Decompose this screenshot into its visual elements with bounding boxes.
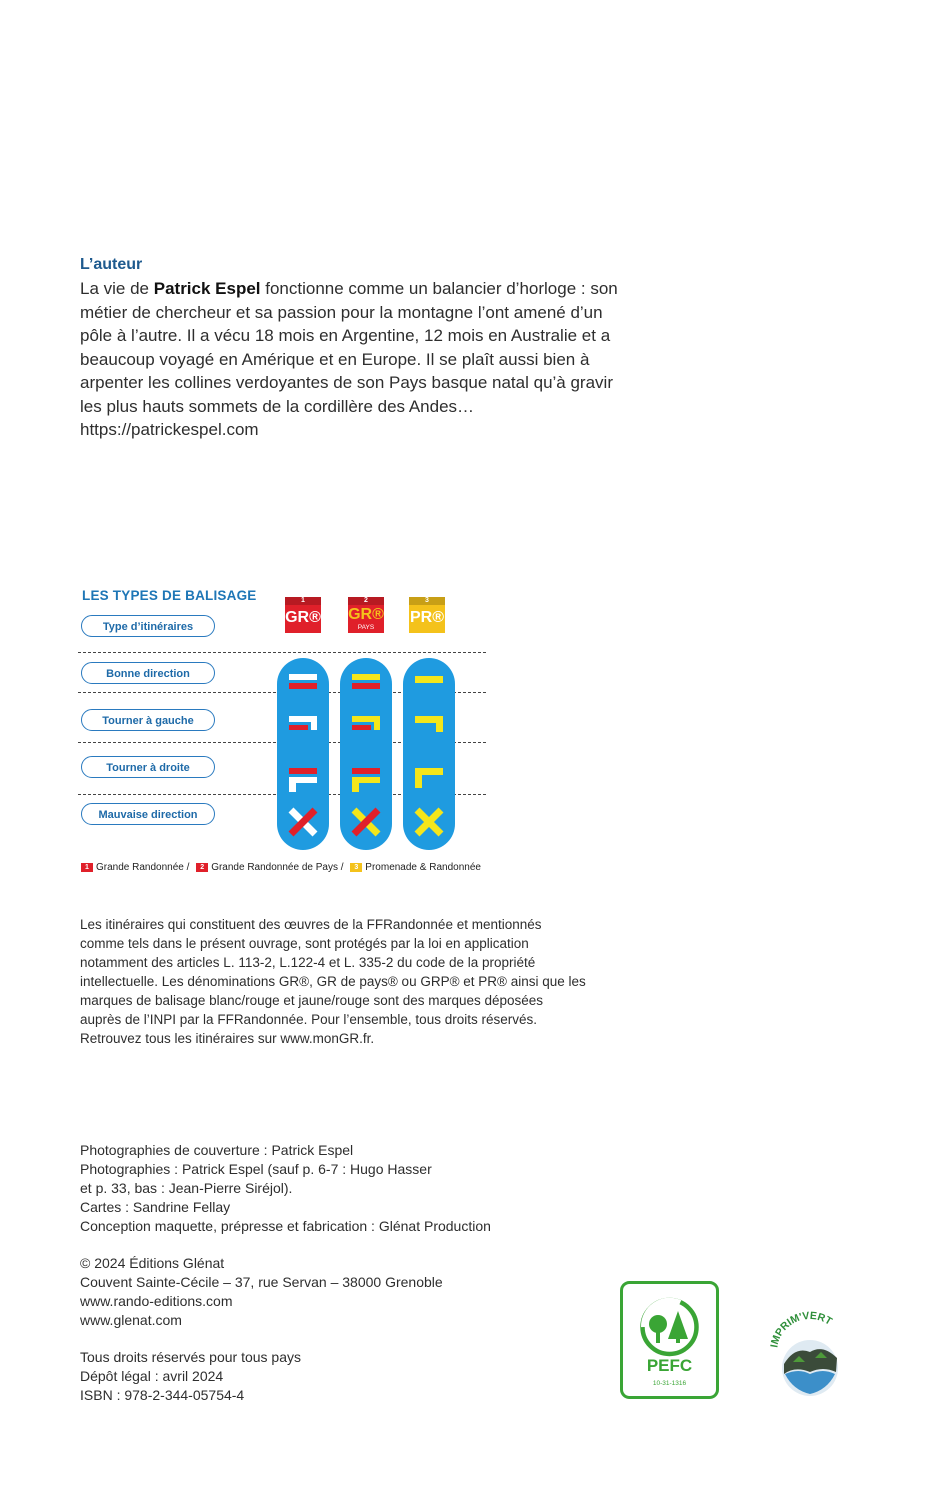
balisage-title: LES TYPES DE BALISAGE — [82, 588, 257, 603]
balisage-diagram — [78, 585, 498, 885]
legal-line: intellectuelle. Les dénominations GR®, GR de pays® ou GRP® et PR® ainsi que les — [80, 974, 586, 989]
gr-marker-column — [277, 658, 329, 850]
badge-number: 1 — [285, 597, 321, 605]
legal-line: auprès de l’INPI par la FFRandonnée. Pour l’ensemble, tous droits réservés. — [80, 1012, 537, 1027]
badge-pr — [409, 597, 445, 633]
mark-left-red — [289, 725, 308, 730]
water — [785, 1371, 835, 1394]
legend-label: Promenade & Randonnée — [365, 862, 481, 873]
credits-line: Photographies : Patrick Espel (sauf p. 6-7 : Hugo Hasser — [80, 1161, 432, 1177]
legend-number: 1 — [81, 863, 93, 872]
imprim-vert-label: IMPRIM'VERT — [768, 1309, 835, 1349]
credits-block — [80, 1141, 491, 1236]
author-bio — [80, 277, 700, 442]
publisher-website-link[interactable]: www.rando-editions.com — [80, 1293, 233, 1309]
badge-gr-pays — [348, 597, 384, 633]
bio-line: métier de chercheur et sa passion pour la montagne l’ont amené d’un — [80, 302, 603, 322]
badge-gr — [285, 597, 321, 633]
divider — [78, 652, 486, 653]
author-heading: L’auteur — [80, 256, 143, 273]
legend-label: Grande Randonnée / — [96, 862, 190, 873]
mark-right-red — [289, 768, 317, 774]
mark-left-red — [352, 725, 371, 730]
credits-line: Photographies de couverture : Patrick Espel — [80, 1142, 354, 1158]
pill-wrong-direction: Mauvaise direction — [81, 803, 215, 825]
credits-line: et p. 33, bas : Jean-Pierre Siréjol). — [80, 1180, 293, 1196]
pefc-code: 10-31-1316 — [652, 1380, 687, 1387]
publisher-line: © 2024 Éditions Glénat — [80, 1255, 225, 1271]
pill-route-type: Type d’itinéraires — [81, 615, 215, 637]
legal-line: comme tels dans le présent ouvrage, sont protégés par la loi en application — [80, 936, 529, 951]
mark-straight-yellow — [415, 676, 443, 683]
rights-block — [80, 1348, 301, 1405]
bio-line: beaucoup voyagé en Amérique et en Europe. Il se plaît aussi bien à — [80, 349, 590, 369]
legal-line: Retrouvez tous les itinéraires sur www.monGR.fr. — [80, 1031, 375, 1046]
grp-marker-column — [340, 658, 392, 850]
badge-number: 3 — [409, 597, 445, 605]
mark-straight-red — [352, 683, 380, 689]
bio-line: les plus hauts sommets de la cordillère des Andes… — [80, 396, 475, 416]
credits-line: Cartes : Sandrine Fellay — [80, 1199, 231, 1215]
pefc-logo — [620, 1281, 719, 1399]
rights-line: Dépôt légal : avril 2024 — [80, 1368, 224, 1384]
badge-code: GR® — [348, 606, 384, 623]
mark-straight-white — [289, 674, 317, 680]
publisher-website-link[interactable]: www.glenat.com — [80, 1312, 182, 1328]
badge-number: 2 — [348, 597, 384, 605]
publisher-block — [80, 1254, 443, 1330]
bio-line: pôle à l’autre. Il a vécu 18 mois en Argentine, 12 mois en Australie et a — [80, 326, 611, 345]
legal-line: Les itinéraires qui constituent des œuvres de la FFRandonnée et mentionnés — [80, 917, 542, 932]
legal-notice — [80, 915, 660, 1048]
badge-code: PR® — [409, 609, 444, 626]
legend-label: Grande Randonnée de Pays / — [211, 862, 344, 873]
badge-sub: PAYS — [357, 624, 375, 631]
legal-line: marques de balisage blanc/rouge et jaune/rouge sont des marques déposées — [80, 993, 544, 1008]
badge-code: GR® — [285, 609, 321, 626]
bio-line: arpenter les collines verdoyantes de son Pays basque natal qu’à gravir — [80, 373, 613, 392]
imprim-vert-logo — [765, 1306, 855, 1406]
pr-marker-column — [403, 658, 455, 850]
pill-good-direction: Bonne direction — [81, 662, 215, 684]
mark-right-red — [352, 768, 380, 774]
author-website-link[interactable]: https://patrickespel.com — [80, 420, 259, 439]
pefc-tree-trunk — [656, 1331, 660, 1343]
balisage-legend — [81, 862, 481, 873]
legend-number: 2 — [196, 863, 208, 872]
mark-straight-yellow — [352, 674, 380, 680]
bio-line: La vie de Patrick Espel fonctionne comme un balancier d’horloge : son — [80, 279, 618, 298]
publisher-line: Couvent Sainte-Cécile – 37, rue Servan – 38000 Grenoble — [80, 1274, 443, 1290]
rights-line: Tous droits réservés pour tous pays — [80, 1349, 301, 1365]
pill-turn-right: Tourner à droite — [81, 756, 215, 778]
pefc-label: PEFC — [646, 1356, 693, 1375]
pill-turn-left: Tourner à gauche — [81, 709, 215, 731]
credits-line: Conception maquette, prépresse et fabrication : Glénat Production — [80, 1218, 491, 1234]
rights-line: ISBN : 978-2-344-05754-4 — [80, 1387, 245, 1403]
pefc-tree-trunk — [676, 1337, 680, 1343]
legal-line: notamment des articles L. 113-2, L.122-4 et L. 335-2 du code de la propriété — [80, 955, 536, 970]
mark-straight-red — [289, 683, 317, 689]
pefc-tree-round — [649, 1315, 667, 1333]
legend-number: 3 — [350, 863, 362, 872]
